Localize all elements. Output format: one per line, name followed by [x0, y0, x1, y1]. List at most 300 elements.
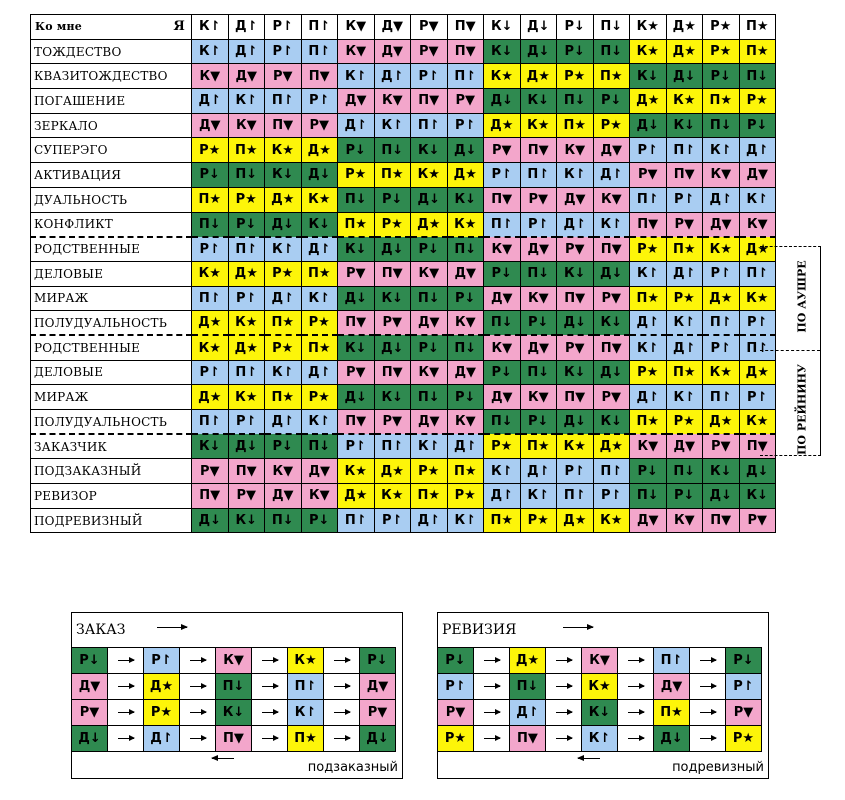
- relation-cell: П↓: [228, 163, 265, 188]
- relation-cell: К↓: [228, 508, 265, 533]
- relation-row: [31, 113, 776, 138]
- relation-cell: Р↓: [593, 89, 630, 114]
- relation-cell: Д★: [265, 187, 302, 212]
- relation-cell: П↓: [520, 261, 557, 286]
- sequence-cell: К★: [582, 674, 618, 700]
- sequence-row: [438, 700, 762, 726]
- arrow-right-icon: [324, 700, 360, 726]
- sequence-cell: К▼: [216, 648, 252, 674]
- relation-cell: К↓: [557, 261, 594, 286]
- relation-label: ПОЛУДУАЛЬНОСТЬ: [31, 410, 192, 435]
- sequence-cell: П↓: [216, 674, 252, 700]
- relation-row: [31, 64, 776, 89]
- relation-label: КОНФЛИКТ: [31, 212, 192, 237]
- relation-cell: Д▼: [411, 311, 448, 336]
- relation-cell: К★: [739, 286, 776, 311]
- relation-cell: П▼: [411, 89, 448, 114]
- relation-cell: Д▼: [374, 39, 411, 64]
- sequence-cell: К↾: [582, 726, 618, 752]
- relation-cell: П↓: [703, 113, 740, 138]
- relation-cell: Д↓: [593, 360, 630, 385]
- relation-cell: К↓: [703, 459, 740, 484]
- relation-cell: Р↓: [338, 138, 375, 163]
- relation-cell: Р▼: [703, 434, 740, 459]
- relation-cell: П★: [520, 434, 557, 459]
- relation-cell: П↾: [666, 138, 703, 163]
- relation-cell: К★: [265, 138, 302, 163]
- relation-cell: Д↓: [192, 508, 229, 533]
- relation-label: ПОГАШЕНИЕ: [31, 89, 192, 114]
- relation-cell: К↾: [265, 237, 302, 262]
- sequence-cell: Р★: [726, 726, 762, 752]
- relation-cell: Д↾: [703, 187, 740, 212]
- relation-cell: П↓: [520, 360, 557, 385]
- relation-cell: К↓: [666, 113, 703, 138]
- column-header: Д★: [666, 15, 703, 40]
- arrow-right-icon: [690, 648, 726, 674]
- relation-cell: Д↓: [228, 434, 265, 459]
- relation-cell: К↾: [630, 261, 667, 286]
- relation-cell: К★: [374, 484, 411, 509]
- relation-cell: К↾: [666, 311, 703, 336]
- relation-cell: П▼: [520, 138, 557, 163]
- relation-cell: К↾: [520, 484, 557, 509]
- relation-cell: Р▼: [520, 187, 557, 212]
- sequence-cell: Д↾: [510, 700, 546, 726]
- relation-cell: П▼: [301, 64, 338, 89]
- sequence-row: [72, 700, 396, 726]
- relation-cell: Р▼: [265, 64, 302, 89]
- relation-cell: К★: [703, 360, 740, 385]
- relation-cell: Р↾: [484, 163, 521, 188]
- relation-cell: Р↓: [265, 434, 302, 459]
- sequence-cell: Д★: [510, 648, 546, 674]
- relation-cell: К↾: [192, 39, 229, 64]
- sequence-cell: Р★: [144, 700, 180, 726]
- relation-cell: Д▼: [265, 484, 302, 509]
- relation-cell: Р↾: [703, 335, 740, 360]
- relation-row: [31, 261, 776, 286]
- relation-cell: П↾: [192, 410, 229, 435]
- relation-cell: К↾: [338, 64, 375, 89]
- relation-label: ПОДРЕВИЗНЫЙ: [31, 508, 192, 533]
- relation-cell: Р★: [265, 261, 302, 286]
- relation-cell: К▼: [520, 385, 557, 410]
- sequence-cell: Д↾: [144, 726, 180, 752]
- side-label-reinin: ПО РЕЙНИНУ: [795, 364, 809, 455]
- relation-cell: К↓: [338, 237, 375, 262]
- relation-cell: Р★: [301, 311, 338, 336]
- relation-row: [31, 484, 776, 509]
- relation-cell: К▼: [411, 261, 448, 286]
- sequence-row: [72, 648, 396, 674]
- column-header: Р▼: [411, 15, 448, 40]
- relation-cell: К▼: [520, 286, 557, 311]
- sequence-cell: Р▼: [726, 700, 762, 726]
- relation-cell: К↾: [703, 138, 740, 163]
- relation-cell: К▼: [484, 237, 521, 262]
- relation-cell: П↓: [484, 311, 521, 336]
- relation-cell: Д▼: [192, 113, 229, 138]
- relation-cell: П★: [228, 138, 265, 163]
- arrow-right-icon: [546, 726, 582, 752]
- sequence-row: [438, 674, 762, 700]
- relation-label: АКТИВАЦИЯ: [31, 163, 192, 188]
- sequence-cell: Д▼: [360, 674, 396, 700]
- audit-box-footer: подревизный: [672, 760, 764, 775]
- sequence-cell: П▼: [510, 726, 546, 752]
- relation-cell: К↾: [411, 434, 448, 459]
- relation-cell: Д▼: [301, 459, 338, 484]
- relation-cell: П★: [630, 286, 667, 311]
- relation-cell: П↓: [374, 138, 411, 163]
- relation-cell: Д↾: [593, 163, 630, 188]
- sequence-row: [72, 674, 396, 700]
- relation-cell: Р▼: [338, 261, 375, 286]
- relation-cell: К★: [192, 335, 229, 360]
- relation-cell: Р↾: [630, 138, 667, 163]
- relation-cell: К▼: [338, 39, 375, 64]
- relation-label: МИРАЖ: [31, 286, 192, 311]
- relation-cell: П▼: [557, 286, 594, 311]
- relation-cell: П▼: [557, 385, 594, 410]
- relation-cell: П★: [447, 459, 484, 484]
- relation-cell: Р↓: [557, 39, 594, 64]
- arrow-right-icon: [252, 700, 288, 726]
- relation-cell: П★: [703, 89, 740, 114]
- relation-cell: Р↓: [630, 459, 667, 484]
- relation-cell: Р★: [666, 286, 703, 311]
- arrow-right-icon: [546, 700, 582, 726]
- relation-cell: П★: [666, 360, 703, 385]
- relation-cell: К↾: [593, 212, 630, 237]
- relation-cell: Д↓: [374, 335, 411, 360]
- relation-row: [31, 286, 776, 311]
- relation-cell: К★: [739, 410, 776, 435]
- sequence-cell: Д↓: [360, 726, 396, 752]
- relation-cell: П↾: [338, 508, 375, 533]
- relation-cell: К▼: [228, 113, 265, 138]
- relation-cell: Р↾: [228, 286, 265, 311]
- relation-cell: Д▼: [447, 360, 484, 385]
- column-header: П↓: [593, 15, 630, 40]
- relation-row: [31, 89, 776, 114]
- sequence-cell: К★: [288, 648, 324, 674]
- relation-cell: Р★: [666, 410, 703, 435]
- relation-cell: Р↓: [484, 261, 521, 286]
- relation-row: [31, 39, 776, 64]
- relation-cell: К↾: [557, 163, 594, 188]
- relation-cell: Р▼: [192, 459, 229, 484]
- relation-cell: К↓: [520, 89, 557, 114]
- relation-cell: Р↓: [301, 508, 338, 533]
- arrow-right-icon: [618, 700, 654, 726]
- relation-cell: П▼: [374, 261, 411, 286]
- relation-cell: Д★: [593, 434, 630, 459]
- column-header: К↓: [484, 15, 521, 40]
- relation-cell: Р↾: [666, 187, 703, 212]
- relation-cell: Р★: [338, 163, 375, 188]
- relation-cell: К↾: [447, 508, 484, 533]
- relation-cell: П↾: [265, 89, 302, 114]
- relation-cell: П▼: [593, 335, 630, 360]
- relation-cell: П★: [593, 64, 630, 89]
- sequence-cell: Р▼: [360, 700, 396, 726]
- relation-cell: Р↓: [411, 237, 448, 262]
- relation-cell: Д↓: [484, 89, 521, 114]
- relation-cell: Д↓: [703, 484, 740, 509]
- relation-cell: Р↾: [447, 113, 484, 138]
- relation-cell: К★: [192, 261, 229, 286]
- relation-cell: Р↾: [739, 311, 776, 336]
- relation-cell: П↓: [301, 434, 338, 459]
- relation-cell: П↾: [630, 187, 667, 212]
- relation-row: [31, 360, 776, 385]
- arrow-right-icon: [546, 648, 582, 674]
- relation-cell: П▼: [630, 212, 667, 237]
- relation-cell: Р↾: [228, 410, 265, 435]
- arrow-right-icon: [180, 674, 216, 700]
- arrow-right-icon: [618, 726, 654, 752]
- relation-cell: П★: [484, 508, 521, 533]
- sequence-cell: Д↓: [72, 726, 108, 752]
- relation-cell: К★: [557, 434, 594, 459]
- relation-cell: К★: [630, 39, 667, 64]
- relation-cell: П▼: [447, 39, 484, 64]
- relation-cell: Р↓: [192, 163, 229, 188]
- arrow-right-icon: [474, 726, 510, 752]
- relation-row: [31, 508, 776, 533]
- relation-cell: Р↾: [192, 237, 229, 262]
- relation-cell: Д★: [411, 212, 448, 237]
- relation-row: [31, 212, 776, 237]
- relation-cell: Д▼: [228, 64, 265, 89]
- relation-cell: Р▼: [593, 286, 630, 311]
- relation-cell: Р↓: [739, 113, 776, 138]
- relation-cell: К▼: [739, 212, 776, 237]
- relation-cell: Д▼: [703, 212, 740, 237]
- relation-cell: Д↾: [666, 261, 703, 286]
- sequence-cell: Р▼: [72, 700, 108, 726]
- relation-row: [31, 187, 776, 212]
- arrow-right-icon: [563, 627, 593, 628]
- sequence-cell: К▼: [582, 648, 618, 674]
- relation-cell: К▼: [192, 64, 229, 89]
- relation-cell: К▼: [703, 163, 740, 188]
- relation-cell: Д↾: [265, 410, 302, 435]
- relation-cell: П★: [301, 335, 338, 360]
- sequence-cell: Р↓: [726, 648, 762, 674]
- arrow-right-icon: [324, 726, 360, 752]
- relation-row: [31, 163, 776, 188]
- column-header: К↾: [192, 15, 229, 40]
- relation-row: [31, 385, 776, 410]
- relation-cell: Р↓: [374, 187, 411, 212]
- relation-label: ТОЖДЕСТВО: [31, 39, 192, 64]
- relation-cell: К↓: [411, 138, 448, 163]
- relation-row: [31, 434, 776, 459]
- relation-cell: Р▼: [630, 163, 667, 188]
- sequence-cell: П↾: [288, 674, 324, 700]
- arrow-right-icon: [108, 648, 144, 674]
- relation-cell: П★: [411, 484, 448, 509]
- relation-cell: Д↾: [228, 39, 265, 64]
- relation-label: ПОДЗАКАЗНЫЙ: [31, 459, 192, 484]
- column-header: Д↓: [520, 15, 557, 40]
- relation-cell: Р↾: [739, 385, 776, 410]
- relation-cell: К▼: [666, 508, 703, 533]
- relation-cell: Д▼: [630, 508, 667, 533]
- relation-row: [31, 311, 776, 336]
- column-header: П↾: [301, 15, 338, 40]
- arrow-right-icon: [252, 674, 288, 700]
- sequence-cell: Р↓: [438, 648, 474, 674]
- relation-cell: К↓: [265, 163, 302, 188]
- relation-cell: П★: [265, 385, 302, 410]
- relation-cell: Р▼: [374, 410, 411, 435]
- relation-cell: Д↓: [557, 311, 594, 336]
- column-header: К★: [630, 15, 667, 40]
- relation-cell: П↾: [593, 459, 630, 484]
- relation-label: ПОЛУДУАЛЬНОСТЬ: [31, 311, 192, 336]
- relation-cell: Р▼: [666, 212, 703, 237]
- relation-cell: Д▼: [484, 286, 521, 311]
- relation-cell: Р★: [301, 385, 338, 410]
- arrow-right-icon: [474, 674, 510, 700]
- relation-cell: П↾: [557, 484, 594, 509]
- relation-cell: П↓: [666, 459, 703, 484]
- sequence-cell: Р↾: [144, 648, 180, 674]
- relation-cell: Р↓: [228, 212, 265, 237]
- column-header: П★: [739, 15, 776, 40]
- relation-cell: К↓: [593, 311, 630, 336]
- relation-cell: Д↾: [557, 212, 594, 237]
- arrow-right-icon: [324, 674, 360, 700]
- relation-cell: П↾: [703, 311, 740, 336]
- relation-cell: К▼: [447, 410, 484, 435]
- arrow-right-icon: [690, 674, 726, 700]
- relation-cell: П▼: [703, 508, 740, 533]
- relation-label: ЗЕРКАЛО: [31, 113, 192, 138]
- relation-cell: Р▼: [593, 385, 630, 410]
- sequence-cell: Д★: [144, 674, 180, 700]
- arrow-right-icon: [157, 627, 187, 628]
- relation-cell: Р★: [192, 138, 229, 163]
- relation-cell: К▼: [374, 89, 411, 114]
- relation-cell: Р↾: [411, 64, 448, 89]
- sequence-cell: Д▼: [72, 674, 108, 700]
- relation-cell: Д▼: [739, 163, 776, 188]
- relation-cell: П↓: [593, 39, 630, 64]
- relation-cell: Р↾: [557, 459, 594, 484]
- relation-cell: П★: [666, 237, 703, 262]
- relation-row: [31, 410, 776, 435]
- relation-cell: Р▼: [301, 113, 338, 138]
- corner-right-label: Я: [173, 19, 185, 34]
- relation-row: [31, 459, 776, 484]
- arrow-right-icon: [108, 726, 144, 752]
- relation-cell: Р↓: [411, 335, 448, 360]
- relation-cell: П↓: [630, 484, 667, 509]
- relation-cell: Р↾: [192, 360, 229, 385]
- relation-cell: Д★: [739, 360, 776, 385]
- relation-cell: П▼: [338, 410, 375, 435]
- relation-cell: Р↓: [447, 286, 484, 311]
- relation-cell: К★: [593, 508, 630, 533]
- relation-cell: К↾: [265, 360, 302, 385]
- relation-row: [31, 237, 776, 262]
- sequence-cell: К↓: [582, 700, 618, 726]
- relation-cell: Д↓: [557, 410, 594, 435]
- relation-cell: Д↾: [301, 360, 338, 385]
- relation-cell: К↾: [630, 335, 667, 360]
- relation-cell: П↾: [703, 385, 740, 410]
- relation-cell: Д↾: [192, 89, 229, 114]
- relation-cell: Р★: [447, 484, 484, 509]
- relation-label: РОДСТВЕННЫЕ: [31, 237, 192, 262]
- relation-cell: Д★: [192, 311, 229, 336]
- order-box-footer: подзаказный: [307, 760, 398, 775]
- relation-cell: Д↾: [265, 286, 302, 311]
- relation-cell: К★: [411, 163, 448, 188]
- relation-cell: К↓: [557, 360, 594, 385]
- relation-cell: Д↓: [593, 261, 630, 286]
- relation-cell: Д↓: [338, 385, 375, 410]
- corner-left-label: Ко мне: [35, 20, 82, 33]
- relation-cell: Д↓: [374, 237, 411, 262]
- relation-cell: Р★: [557, 64, 594, 89]
- relation-cell: Д▼: [557, 187, 594, 212]
- relations-table: [30, 14, 776, 533]
- relation-cell: К▼: [265, 459, 302, 484]
- relation-cell: Д▼: [447, 261, 484, 286]
- relation-cell: П↓: [739, 64, 776, 89]
- column-header: Р★: [703, 15, 740, 40]
- relation-cell: П↓: [192, 212, 229, 237]
- relation-label: ЗАКАЗЧИК: [31, 434, 192, 459]
- relation-cell: П★: [192, 187, 229, 212]
- relation-cell: Р▼: [338, 360, 375, 385]
- relation-cell: П▼: [593, 237, 630, 262]
- relation-cell: К★: [520, 113, 557, 138]
- relation-cell: Р★: [593, 113, 630, 138]
- relation-cell: П↾: [301, 39, 338, 64]
- relation-cell: К★: [338, 459, 375, 484]
- relation-cell: К↾: [374, 113, 411, 138]
- relation-cell: К↓: [374, 385, 411, 410]
- relation-cell: П★: [338, 212, 375, 237]
- relation-cell: П★: [374, 163, 411, 188]
- relation-cell: Р★: [739, 89, 776, 114]
- relation-cell: Д★: [557, 508, 594, 533]
- relation-label: ДУАЛЬНОСТЬ: [31, 187, 192, 212]
- relation-cell: К★: [447, 212, 484, 237]
- relation-cell: Д↓: [301, 163, 338, 188]
- sequence-cell: Р↓: [360, 648, 396, 674]
- order-box: [71, 612, 403, 779]
- relation-cell: Д★: [666, 39, 703, 64]
- relation-cell: Д↾: [338, 113, 375, 138]
- relation-cell: П↾: [228, 237, 265, 262]
- relation-cell: К↓: [374, 286, 411, 311]
- sequence-row: [72, 726, 396, 752]
- sequence-cell: К↓: [216, 700, 252, 726]
- column-header: Р↾: [265, 15, 302, 40]
- relation-cell: Д★: [338, 484, 375, 509]
- relation-cell: К▼: [557, 138, 594, 163]
- relation-cell: П▼: [739, 434, 776, 459]
- relation-cell: Д↓: [666, 64, 703, 89]
